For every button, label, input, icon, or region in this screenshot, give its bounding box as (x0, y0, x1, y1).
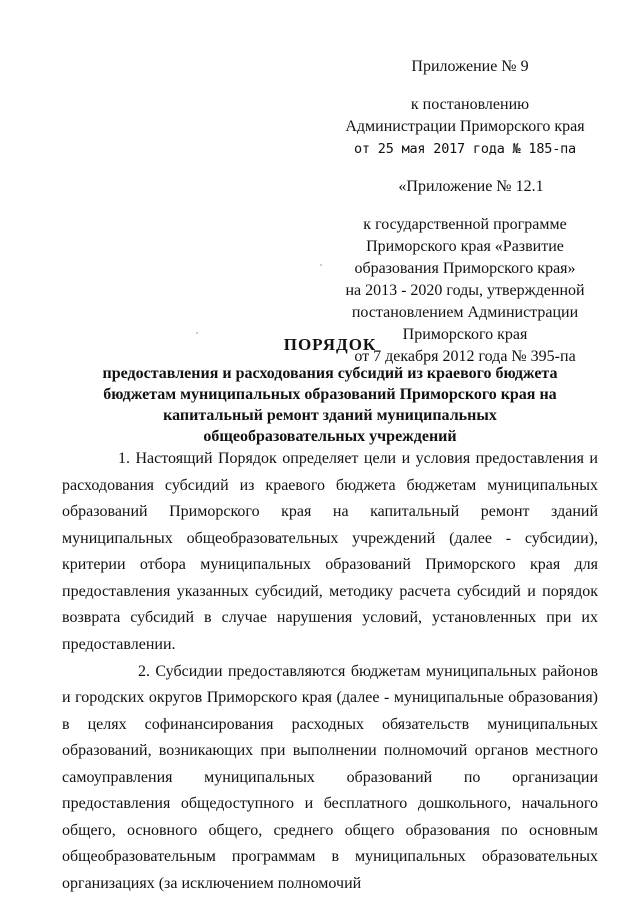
program-ref-line: на 2013 - 2020 годы, утвержденной (345, 282, 585, 299)
subtitle-line: бюджетам муниципальных образований Приморского края на (103, 386, 557, 403)
program-ref-line: образования Приморского края» (354, 260, 576, 277)
program-ref-line: к государственной программе (363, 216, 567, 233)
program-ref-line: постановлением Администрации (351, 304, 579, 321)
document-body (62, 446, 598, 897)
paragraph-2: 2. Субсидии предоставляются бюджетам муниципальных районов и городских округов Приморского края (далее - муниципальные образования) в целях софинансирования расходных обязательств муниципальных образований, возникающих при выполнении полномочий органов местного самоуправления муниципальных образований по организации предоставления общедоступного и бесплатного дошкольного, начального общего, основного общего, среднего общего образования по основным общеобразовательным программам в муниципальных образовательных организациях (за исключением полномочий (62, 662, 598, 892)
program-ref-line: Приморского края (402, 326, 528, 343)
subtitle-line: предоставления и расходования субсидий из краевого бюджета (102, 365, 558, 382)
document-title: ПОРЯДОК (283, 335, 377, 354)
appendix-header (300, 56, 630, 368)
program-ref-line: Приморского края «Развитие (366, 238, 564, 255)
paragraph-1: 1. Настоящий Порядок определяет цели и условия предоставления и расходования субсидий из краевого бюджета бюджетам муниципальных образований Приморского края на капитальный ремонт зданий муниципальных общеобразовательных учреждений (далее - субсидии), критерии отбора муниципальных образований Приморского края для предоставления указанных субсидий, методику расчета субсидий и порядок возврата субсидий в случае нарушения условий, установленных при их предоставлении. (62, 450, 598, 653)
program-appendix-number: «Приложение № 12.1 (398, 178, 544, 195)
appendix-authority: Администрации Приморского края (345, 118, 585, 135)
appendix-number: Приложение № 9 (411, 58, 529, 75)
document-title-block (60, 333, 600, 447)
document-subtitle (60, 363, 600, 447)
appendix-resolution-date: от 25 мая 2017 года № 185-па (354, 141, 576, 157)
subtitle-line: общеобразовательных учреждений (203, 428, 457, 445)
appendix-resolution-ref: к постановлению (410, 96, 530, 113)
program-ref-date: от 7 декабря 2012 года № 395-па (354, 348, 576, 365)
scan-speck (320, 264, 322, 266)
subtitle-line: капитальный ремонт зданий муниципальных (163, 407, 497, 424)
